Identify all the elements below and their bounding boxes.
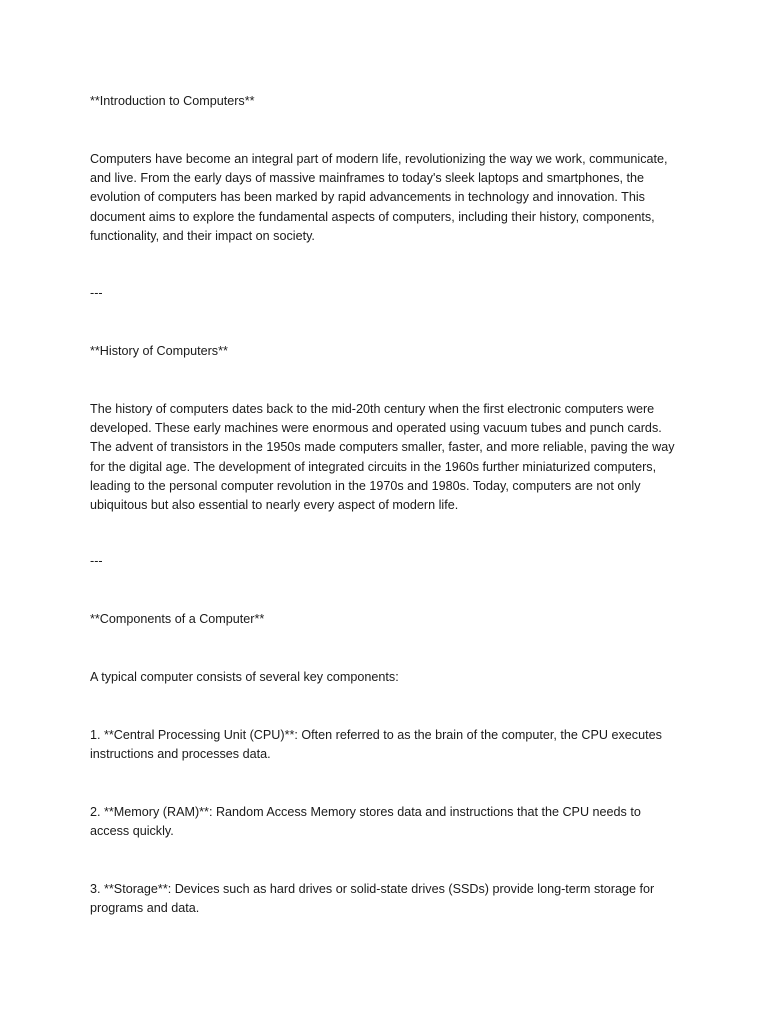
separator-2: ---	[90, 554, 103, 568]
intro-paragraph: Computers have become an integral part of modern life, revolutionizing the way we work, communicate, and live. From the early days of massive mainframes to today's sleek laptops and smartphones, the evolution of computers has been marked by rapid advancements in technology and innovation. This document aims to explore the fundamental aspects of computers, including their history, components, functionality, and their impact on society.	[90, 152, 668, 243]
components-item-cpu: 1. **Central Processing Unit (CPU)**: Often referred to as the brain of the computer, the CPU executes instructions and processes data.	[90, 728, 662, 762]
history-paragraph: The history of computers dates back to the mid-20th century when the first electronic computers were developed. These early machines were enormous and operated using vacuum tubes and punch cards. The advent of transistors in the 1950s made computers smaller, faster, and more reliable, paving the way for the digital age. The development of integrated circuits in the 1960s further miniaturized computers, leading to the personal computer revolution in the 1970s and 1980s. Today, computers are not only ubiquitous but also essential to nearly every aspect of modern life.	[90, 402, 675, 513]
components-item-memory: 2. **Memory (RAM)**: Random Access Memory stores data and instructions that the CPU needs to access quickly.	[90, 805, 641, 839]
intro-heading: **Introduction to Computers**	[90, 94, 255, 108]
history-heading: **History of Computers**	[90, 344, 228, 358]
components-intro: A typical computer consists of several key components:	[90, 670, 399, 684]
separator-1: ---	[90, 286, 103, 300]
components-item-storage: 3. **Storage**: Devices such as hard drives or solid-state drives (SSDs) provide long-term storage for programs and data.	[90, 882, 655, 916]
components-heading: **Components of a Computer**	[90, 612, 265, 626]
